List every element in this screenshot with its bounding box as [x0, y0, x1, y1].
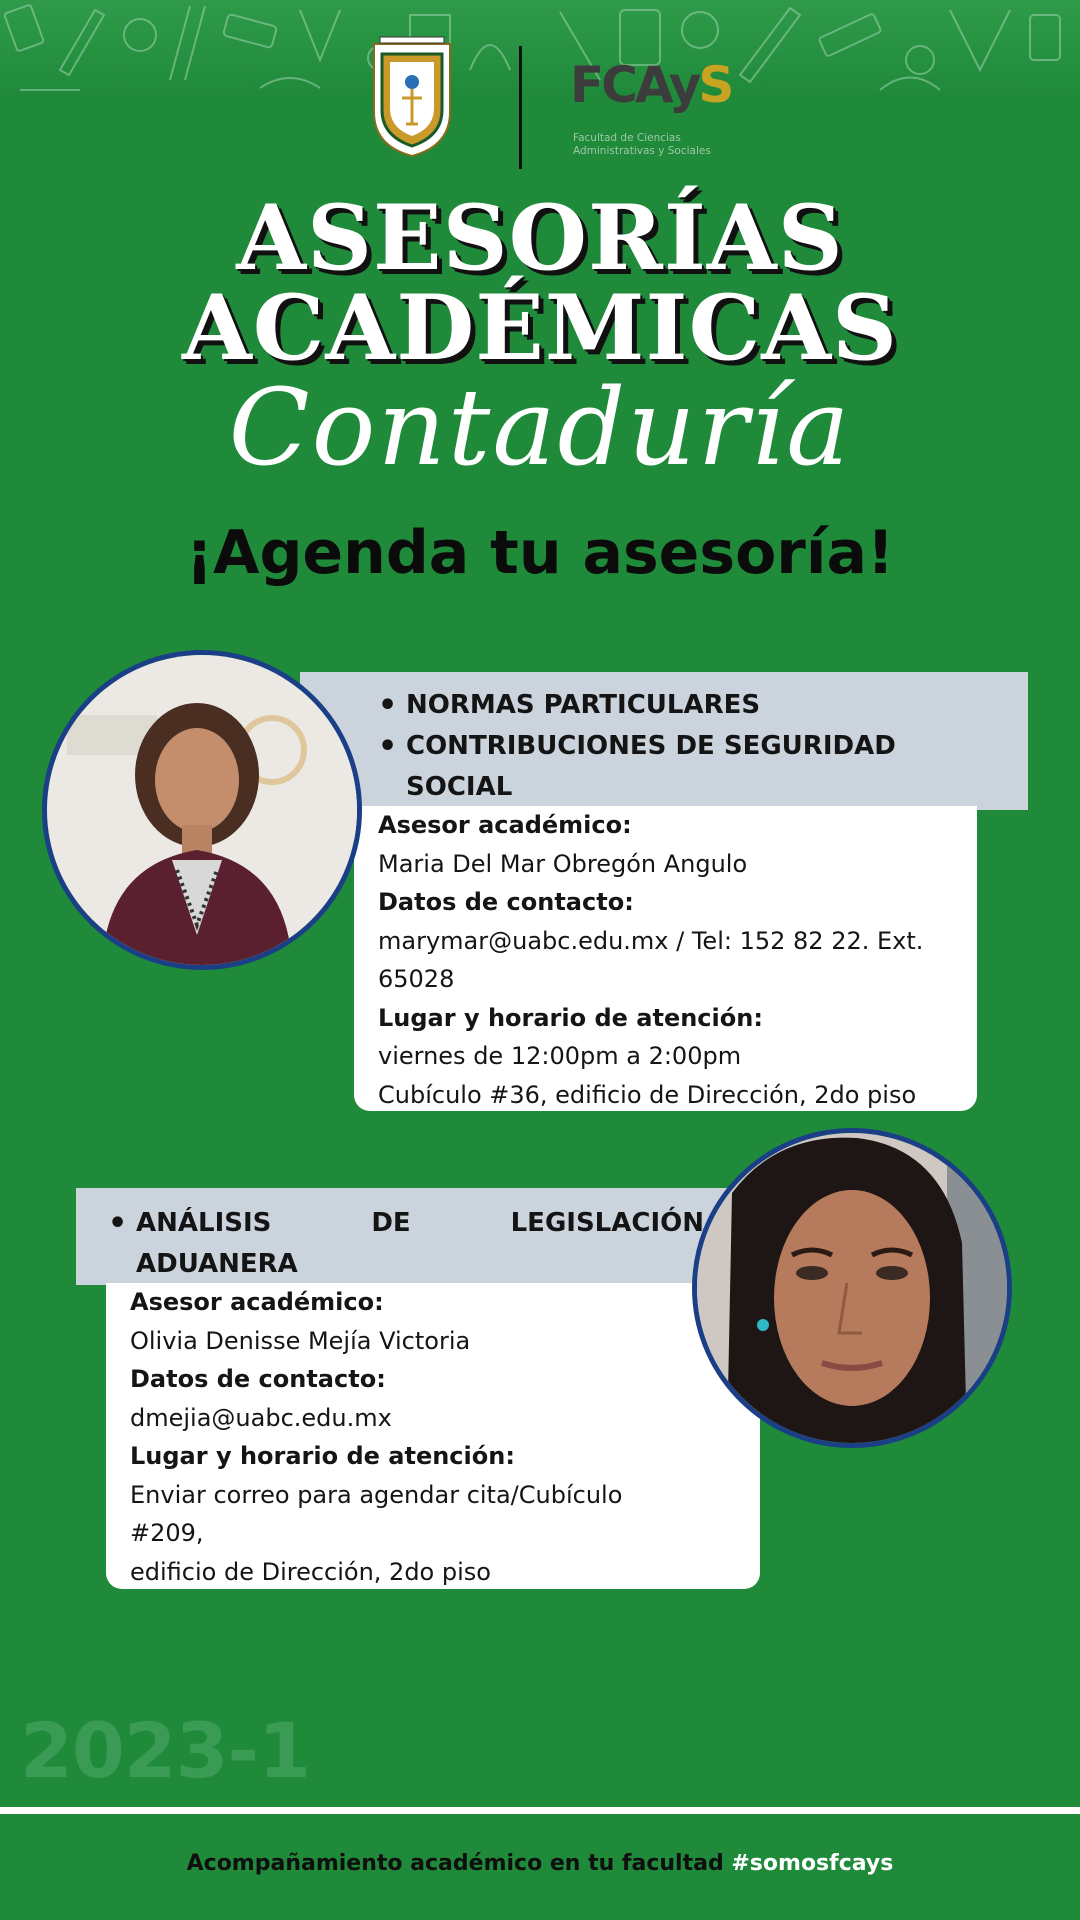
- advisor-2-topics: [104, 1203, 704, 1285]
- advisor-2-location: edificio de Dirección, 2do piso: [130, 1557, 491, 1586]
- topic-item: [374, 726, 974, 808]
- footer-divider: [0, 1807, 1080, 1814]
- advisor-1-portrait-image: [47, 655, 357, 965]
- advisor-2-schedule: Enviar correo para agendar cita/Cubículo: [130, 1480, 623, 1509]
- advisor-2-contact-label: Datos de contacto:: [130, 1365, 386, 1393]
- advisor-1-label: Asesor académico:: [378, 811, 632, 839]
- call-to-action: ¡Agenda tu asesoría!: [185, 518, 895, 588]
- advisor-2-label: Asesor académico:: [130, 1288, 384, 1316]
- advisor-1-contact-label: Datos de contacto:: [378, 888, 634, 916]
- advisor-1-schedule-label: Lugar y horario de atención:: [378, 1003, 763, 1032]
- fcays-logo-subtitle: Facultad de Ciencias Administrativas y Sociales: [573, 132, 711, 157]
- advisor-2-photo: [692, 1128, 1012, 1448]
- advisor-1-topics: [374, 685, 974, 808]
- advisor-2-schedule-label: Lugar y horario de atención:: [130, 1442, 515, 1470]
- footer-tagline: [0, 1851, 1080, 1876]
- advisor-1-extension: 65028: [378, 965, 455, 993]
- page-title-line-1: ASESORÍAS: [236, 185, 844, 291]
- program-subtitle: Contaduría: [228, 366, 852, 489]
- advisor-1-location: Cubículo #36, edificio de Dirección, 2do piso: [378, 1080, 917, 1109]
- tagline-text: Acompañamiento académico en tu facultad: [186, 1851, 732, 1876]
- advisor-1-photo: [42, 650, 362, 970]
- semester-label: 2023-1: [20, 1706, 310, 1795]
- fcays-logo: FCAyS: [570, 56, 732, 114]
- advisor-1-contact[interactable]: marymar@uabc.edu.mx / Tel: 152 82 22. Ext.: [378, 926, 924, 955]
- logo-divider: [519, 46, 522, 169]
- advisor-2-name: Olivia Denisse Mejía Victoria: [130, 1326, 471, 1355]
- advisor-2-contact[interactable]: dmejia@uabc.edu.mx: [130, 1403, 392, 1432]
- uabc-seal-logo: [368, 34, 456, 158]
- hashtag-link[interactable]: #somosfcays: [731, 1851, 894, 1876]
- topic-line: CONTRIBUCIONES DE SEGURIDAD: [406, 731, 896, 761]
- advisor-1-schedule: viernes de 12:00pm a 2:00pm: [378, 1042, 742, 1070]
- page-title-line-2: ACADÉMICAS: [181, 275, 899, 381]
- advisor-2-schedule-cont: #209,: [130, 1519, 204, 1547]
- topic-line: ADUANERA: [136, 1249, 298, 1279]
- topic-item: [104, 1203, 704, 1285]
- advisor-1-name: Maria Del Mar Obregón Angulo: [378, 849, 748, 878]
- school-supplies-doodle-pattern: [0, 0, 1080, 96]
- advisor-2-portrait-image: [697, 1133, 1007, 1443]
- topic-line: SOCIAL: [406, 772, 513, 802]
- topic-line: ANÁLISIS DE LEGISLACIÓN: [136, 1208, 704, 1238]
- topic-item: • NORMAS PARTICULARES: [374, 685, 974, 726]
